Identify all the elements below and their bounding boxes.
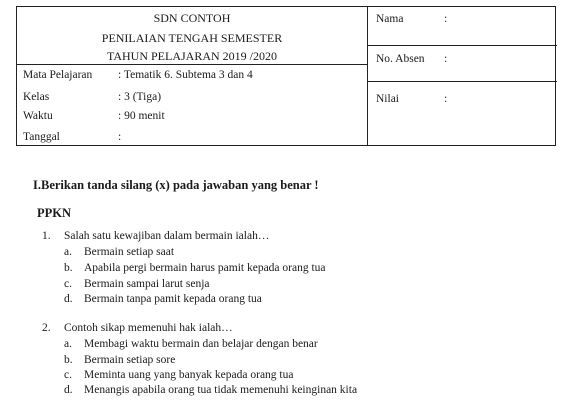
option-letter: d. <box>64 384 73 396</box>
header-right-divider-2 <box>367 81 557 82</box>
time-value: : 90 menit <box>118 110 165 122</box>
question-2-option-d <box>64 384 357 396</box>
option-text: Bermain sampai larut senja <box>84 278 210 290</box>
date-label: Tanggal <box>23 131 60 143</box>
question-1 <box>42 230 269 242</box>
class-value: : 3 (Tiga) <box>118 91 162 103</box>
option-text: Bermain setiap saat <box>84 246 175 258</box>
absen-colon: : <box>444 53 448 65</box>
option-letter: b. <box>64 262 73 274</box>
option-letter: c. <box>64 278 72 290</box>
option-letter: a. <box>64 338 72 350</box>
absen-label: No. Absen <box>376 53 425 65</box>
name-label: Nama <box>376 13 404 25</box>
option-letter: a. <box>64 246 72 258</box>
question-2-option-c <box>64 369 293 381</box>
time-label: Waktu <box>23 110 53 122</box>
exam-header-table <box>16 6 556 146</box>
nilai-label: Nilai <box>376 93 399 105</box>
question-text: Salah satu kewajiban dalam bermain ialah… <box>64 230 270 242</box>
class-label: Kelas <box>23 91 50 103</box>
question-1-option-c <box>64 278 210 290</box>
subject-value: : Tematik 6. Subtema 3 dan 4 <box>118 69 253 81</box>
option-text: Apabila pergi bermain harus pamit kepada orang tua <box>84 262 326 274</box>
question-number: 2. <box>42 322 51 334</box>
header-column-divider <box>367 7 368 145</box>
option-letter: c. <box>64 369 72 381</box>
name-colon: : <box>444 13 448 25</box>
instruction-heading: I.Berikan tanda silang (x) pada jawaban yang benar ! <box>33 178 319 192</box>
academic-year: TAHUN PELAJARAN 2019 /2020 <box>106 49 278 63</box>
question-1-option-d <box>64 293 262 305</box>
option-text: Bermain tanpa pamit kepada orang tua <box>84 293 262 305</box>
exam-title: PENILAIAN TENGAH SEMESTER <box>101 31 283 45</box>
option-text: Menangis apabila orang tua tidak memenuhi keinginan kita <box>84 384 358 396</box>
question-2 <box>42 322 233 334</box>
question-1-option-a <box>64 246 174 258</box>
option-text: Membagi waktu bermain dan belajar dengan benar <box>84 338 318 350</box>
subject-label: Mata Pelajaran <box>23 69 93 81</box>
header-right-divider-1 <box>367 45 557 46</box>
question-1-option-b <box>64 262 326 274</box>
header-left-divider <box>17 64 367 65</box>
question-number: 1. <box>42 230 51 242</box>
option-letter: d. <box>64 293 73 305</box>
option-text: Meminta uang yang banyak kepada orang tua <box>84 369 294 381</box>
option-letter: b. <box>64 354 73 366</box>
option-text: Bermain setiap sore <box>84 354 176 366</box>
question-2-option-a <box>64 338 318 350</box>
date-value: : <box>118 131 122 143</box>
school-name: SDN CONTOH <box>153 11 231 25</box>
question-2-option-b <box>64 354 175 366</box>
nilai-colon: : <box>444 93 448 105</box>
question-text: Contoh sikap memenuhi hak ialah… <box>64 322 233 334</box>
subject-heading: PPKN <box>37 206 72 220</box>
